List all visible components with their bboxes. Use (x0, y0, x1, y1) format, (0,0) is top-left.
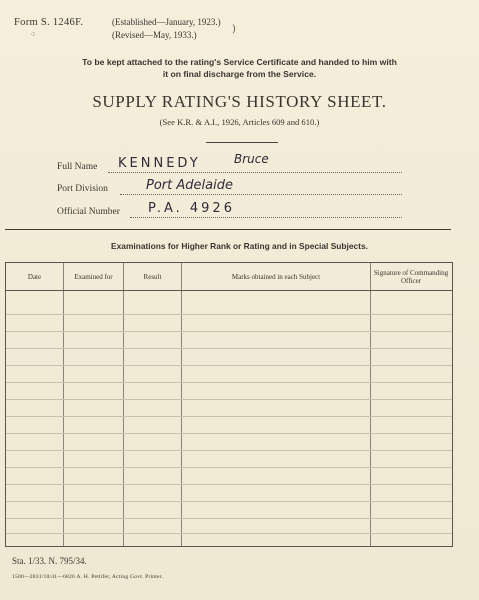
revised-date: (Revised—May, 1933.) (112, 30, 197, 40)
column-divider (123, 263, 124, 546)
column-header-marks: Marks obtained in each Subject (231, 272, 321, 281)
table-row-line (6, 399, 452, 400)
port-division-line (120, 194, 402, 195)
examinations-table (5, 262, 453, 547)
section-rule-top (5, 229, 451, 230)
header-rule (6, 290, 452, 291)
table-row-line (6, 484, 452, 485)
port-division-value: Port Adelaide (146, 178, 233, 193)
table-row-line (6, 331, 452, 332)
column-header-result: Result (143, 272, 162, 281)
table-row-line (6, 450, 452, 451)
form-number: Form S. 1246F. (14, 17, 84, 28)
pencil-mark: ) (232, 24, 236, 35)
established-date: (Established—January, 1923.) (112, 17, 221, 27)
instruction-line-2: it on final discharge from the Service. (162, 69, 317, 79)
column-header-date: Date (27, 272, 42, 281)
table-row-line (6, 501, 452, 502)
table-row-line (6, 518, 452, 519)
printer-line: 1500—2831/10/41—6826 A. H. Pettifer, Acting Govt. Printer. (12, 574, 164, 580)
table-row-line (6, 382, 452, 383)
table-row-line (6, 533, 452, 534)
port-division-label: Port Division (57, 184, 108, 194)
title-divider (206, 142, 278, 143)
table-row-line (6, 467, 452, 468)
page-subtitle: (See K.R. & A.I., 1926, Articles 609 and 610.) (159, 117, 320, 127)
ink-mark: ⁘ (30, 30, 37, 39)
table-row-line (6, 433, 452, 434)
table-row-line (6, 314, 452, 315)
official-number-line (130, 217, 402, 218)
table-row-line (6, 416, 452, 417)
column-divider (370, 263, 371, 546)
column-header-signature: Signature of Commanding Officer (373, 268, 449, 285)
full-name-label: Full Name (57, 162, 98, 172)
full-name-line (108, 172, 402, 173)
table-row-line (6, 348, 452, 349)
instruction-line-1: To be kept attached to the rating's Service Certificate and handed to him with (82, 57, 397, 67)
page-title: SUPPLY RATING'S HISTORY SHEET. (92, 92, 387, 111)
full-name-given: Bruce (234, 152, 269, 166)
table-row-line (6, 365, 452, 366)
sta-number: Sta. 1/33. N. 795/34. (12, 556, 87, 566)
official-number-label: Official Number (57, 207, 120, 217)
examinations-heading: Examinations for Higher Rank or Rating and in Special Subjects. (111, 241, 368, 251)
column-header-examined-for: Examined for (74, 272, 113, 281)
column-divider (63, 263, 64, 546)
full-name-surname: KENNEDY (118, 156, 201, 171)
official-number-value: P.A. 4926 (148, 201, 235, 216)
column-divider (181, 263, 182, 546)
